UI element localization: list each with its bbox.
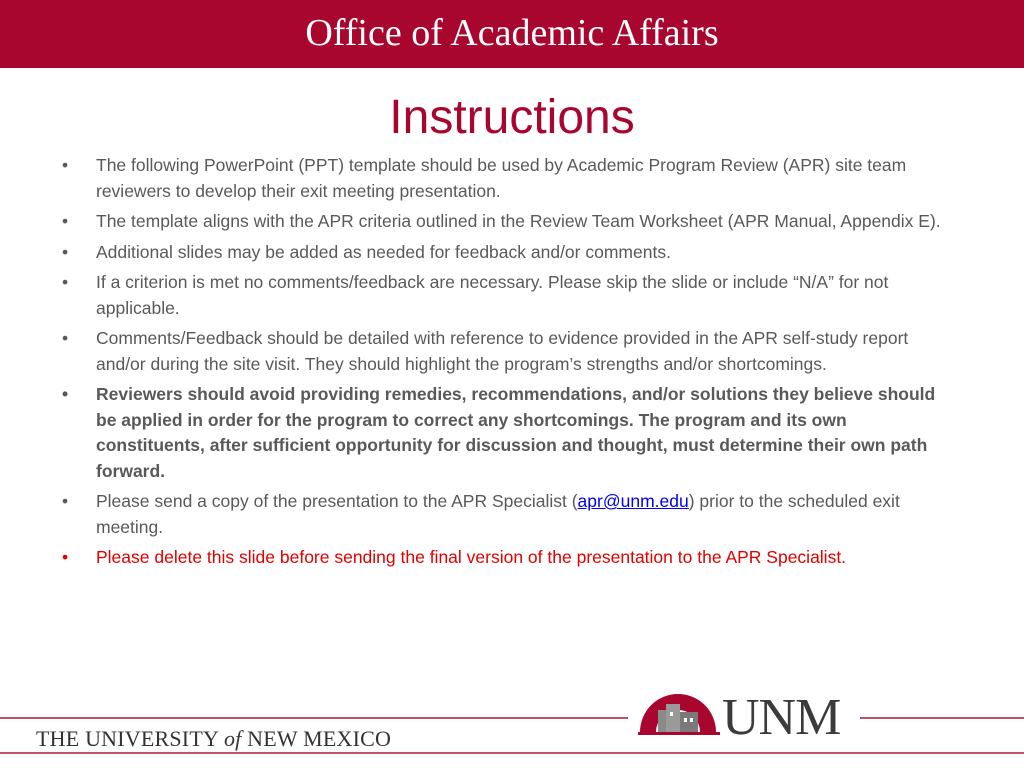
list-item xyxy=(58,153,960,204)
list-item-bold-warning xyxy=(58,382,960,484)
list-item xyxy=(58,240,960,266)
footer-line-top-right xyxy=(860,717,1024,719)
unm-building-icon xyxy=(636,688,722,748)
bullet-text-before: Please send a copy of the presentation to the APR Specialist ( xyxy=(96,491,578,511)
bullet-icon: • xyxy=(62,328,69,348)
list-item xyxy=(58,209,960,235)
university-of: of xyxy=(223,726,242,751)
bullet-icon: • xyxy=(62,491,69,511)
bullet-text: If a criterion is met no comments/feedback are necessary. Please skip the slide or include “N/A” for not applicable. xyxy=(96,272,889,318)
list-item-email xyxy=(58,489,960,540)
bullet-icon: • xyxy=(62,272,69,292)
unm-logo xyxy=(636,688,876,748)
list-item xyxy=(58,270,960,321)
footer-line-top-left xyxy=(0,717,628,719)
bullet-text: Additional slides may be added as needed for feedback and/or comments. xyxy=(96,241,671,262)
header-banner xyxy=(0,0,1024,68)
university-part1: THE UNIVERSITY xyxy=(36,726,224,751)
list-item-delete-notice xyxy=(58,545,960,571)
footer-line-bottom xyxy=(0,752,1024,754)
bullet-text: Reviewers should avoid providing remedies, recommendations, and/or solutions they believe should be applied in order for the program to correct any shortcomings. The program and its own constituents, after sufficient opportunity for discussion and thought, must determine their own path forward. xyxy=(96,384,936,481)
unm-logo-text: UNM xyxy=(722,689,841,746)
bullet-text-after: ) prior to the scheduled exit meeting. xyxy=(96,491,900,537)
bullet-icon: • xyxy=(62,155,69,175)
bullet-text: The following PowerPoint (PPT) template should be used by Academic Program Review (APR) site team reviewers to develop their exit meeting presentation. xyxy=(96,155,907,201)
university-wordmark xyxy=(36,726,391,752)
bullet-icon: • xyxy=(62,241,69,262)
bullet-text: Comments/Feedback should be detailed with reference to evidence provided in the APR self-study report and/or during the site visit. They should highlight the program’s strengths and/or shortcomings. xyxy=(96,328,909,374)
slide-title: Instructions xyxy=(389,91,635,144)
email-link[interactable]: apr@unm.edu xyxy=(577,491,689,511)
university-part2: NEW MEXICO xyxy=(241,726,392,751)
bullet-text: Please delete this slide before sending the final version of the presentation to the APR Specialist. xyxy=(96,547,847,567)
bullet-icon: • xyxy=(62,211,69,231)
bullet-text: The template aligns with the APR criteria outlined in the Review Team Worksheet (APR Manual, Appendix E). xyxy=(96,211,941,231)
instructions-list xyxy=(58,153,960,576)
list-item xyxy=(58,326,960,377)
banner-title: Office of Academic Affairs xyxy=(305,12,719,54)
bullet-icon: • xyxy=(62,384,69,404)
bullet-icon: • xyxy=(62,547,69,567)
